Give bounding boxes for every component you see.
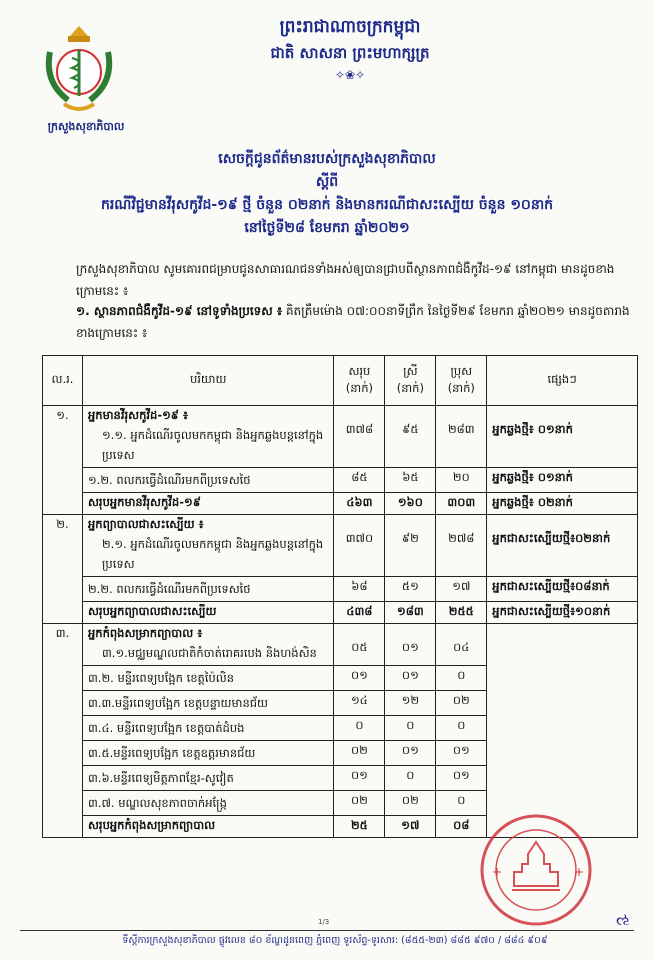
row-total: ៣៧៨ <box>334 406 385 468</box>
group-2-title: អ្នកព្យាបាលជាសះស្បើយ ៖ <box>87 517 204 531</box>
total-female: ១៨៣ <box>385 602 436 624</box>
ministry-name-label: ក្រសួងសុខាភិបាល <box>47 120 125 133</box>
svg-text:+: + <box>574 865 585 879</box>
group-1-number: ១. <box>43 406 83 515</box>
row-female: ៩២ <box>385 515 436 577</box>
title-line-3: ករណីវិជ្ជមានវីរុសកូវីដ-១៩ ថ្មី ចំនួន ០២នាក់ និងមានករណីជាសះស្បើយ ចំនួន ១០នាក់ <box>100 197 554 213</box>
row-total: ៣៧០ <box>334 515 385 577</box>
row-desc: ៣.៥.មន្ទីរពេទ្យបង្អែក ខេត្តឧត្តរមានជ័យ <box>82 741 333 766</box>
document-title <box>20 148 634 240</box>
row-remark: អ្នកឆ្លងថ្មី៖ ០១នាក់ <box>487 468 638 493</box>
row-desc: ១.២. ពលករធ្វើដំណើរមកពីប្រទេសថៃ <box>82 468 333 493</box>
section-1-heading: ១. ស្ថានភាពជំងឺកូវីដ-១៩ នៅទូទាំងប្រទេស ៖ <box>76 304 283 318</box>
title-line-2: ស្តីពី <box>315 174 339 190</box>
row-total: ០២ <box>334 741 385 766</box>
row-desc: ៣.៣.មន្ទីរពេទ្យបង្អែក ខេត្តបន្ទាយមានជ័យ <box>82 691 333 716</box>
row-male: ០ <box>436 716 487 741</box>
row-remark: អ្នកឆ្លងថ្មី៖ ០១នាក់ <box>487 406 638 468</box>
row-male: ០ <box>436 666 487 691</box>
row-male: ០១ <box>436 766 487 791</box>
signature-mark: ઌ <box>616 910 631 929</box>
row-total: ៦៨ <box>334 577 385 602</box>
section-1-paragraph <box>76 300 636 344</box>
row-male: ២៧៨ <box>436 515 487 577</box>
total-desc: សរុបអ្នកមានវីរុសកូវីដ-១៩ <box>82 493 333 515</box>
row-male: ០១ <box>436 741 487 766</box>
row-female: ៦៥ <box>385 468 436 493</box>
row-total: ០៥ <box>334 624 385 666</box>
row-remark: អ្នកជាសះស្បើយថ្មី៖០៨នាក់ <box>487 577 638 602</box>
row-remark: អ្នកជាសះស្បើយថ្មី៖០២នាក់ <box>487 515 638 577</box>
total-total: ២៥ <box>334 816 385 838</box>
row-total: ០១ <box>334 766 385 791</box>
national-motto: ជាតិ សាសនា ព្រះមហាក្សត្រ <box>270 44 430 62</box>
table-cell <box>82 406 333 468</box>
header-no: ល.រ. <box>43 356 83 406</box>
row-male: ០២ <box>436 691 487 716</box>
total-desc: សរុបអ្នកព្យាបាលជាសះស្បើយ <box>82 602 333 624</box>
table-row <box>43 515 638 577</box>
row-female: ៥១ <box>385 577 436 602</box>
group-1-title: អ្នកមានវីរុសកូវីដ-១៩ ៖ <box>87 408 188 422</box>
header-description: បរិយាយ <box>82 356 333 406</box>
total-remark: អ្នកឆ្លងថ្មី៖ ០២នាក់ <box>487 493 638 515</box>
page-number: 1/3 <box>318 918 330 926</box>
row-male: ០ <box>436 791 487 816</box>
total-female: ១៧ <box>385 816 436 838</box>
header-total: សរុប (នាក់) <box>334 356 385 406</box>
row-female: ០១ <box>385 666 436 691</box>
total-remark: អ្នកជាសះស្បើយថ្មី៖១០នាក់ <box>487 602 638 624</box>
row-desc: ៣.៧. មណ្ឌលសុខភាពចាក់អង្រ្កែ <box>82 791 333 816</box>
row-male: ២០ <box>436 468 487 493</box>
row-desc: ៣.៤. មន្ទីរពេទ្យបង្អែក ខេត្តបាត់ដំបង <box>82 716 333 741</box>
table-header-row <box>43 356 638 406</box>
total-total: ៤៦៣ <box>334 493 385 515</box>
row-desc: ៣.២. មន្ទីរពេទ្យបង្អែក ខេត្តប៉ៃលិន <box>82 666 333 691</box>
row-desc: ១.១. អ្នកដំណើរចូលមកកម្ពុជា និងអ្នកឆ្លងបន្តនៅក្នុងប្រទេស <box>101 428 324 462</box>
group-2-total-row <box>43 602 638 624</box>
covid-status-table <box>42 355 638 838</box>
total-male: ០៨ <box>436 816 487 838</box>
row-desc: ៣.៦.មន្ទីរពេទ្យមិត្តភាពខ្មែរ-សូវៀត <box>82 766 333 791</box>
total-male: ២៥៥ <box>436 602 487 624</box>
intro-paragraph: ក្រសួងសុខាភិបាល សូមគោរពជម្រាបជូនសាធារណជនទាំងអស់ឲ្យបានជ្រាបពីស្ថានភាពជំងឺកូវីដ-១៩ នៅកម្ពុជា មានដូចខាងក្រោមនេះ ៖ <box>76 262 615 298</box>
total-female: ១៦០ <box>385 493 436 515</box>
group-1-total-row <box>43 493 638 515</box>
table-row <box>43 468 638 493</box>
row-male: ០៤ <box>436 624 487 666</box>
footer-address: ទីស្តីការក្រសួងសុខាភិបាល ផ្លូវលេខ ៨០ ខ័ណ្ឌដូនពេញ ភ្នំពេញ ទូរស័ព្ទ-ទូរសារ: (៨៥៥-២៣) ៨៨៥ ៩៧០ / ៨៨៤ ៩០៩ <box>122 935 548 946</box>
footer-divider <box>20 930 634 931</box>
group-3-number: ៣. <box>43 624 83 838</box>
row-female: ០ <box>385 716 436 741</box>
row-desc: ២.១. អ្នកដំណើរចូលមកកម្ពុជា និងអ្នកឆ្លងបន្តនៅក្នុងប្រទេស <box>101 537 324 571</box>
table-row <box>43 406 638 468</box>
table-cell <box>82 515 333 577</box>
row-total: ០២ <box>334 791 385 816</box>
row-female: ០១ <box>385 741 436 766</box>
row-female: ០២ <box>385 791 436 816</box>
title-line-4: នៅថ្ងៃទី២៨ ខែមករា ឆ្នាំ២០២១ <box>244 220 410 236</box>
total-desc: សរុបអ្នកកំពុងសម្រាកព្យាបាល <box>82 816 333 838</box>
row-desc: ២.២. ពលករធ្វើដំណើរមកពីប្រទេសថៃ <box>82 577 333 602</box>
table-row <box>43 624 638 666</box>
ornament-divider: ✧❀✧ <box>334 68 366 82</box>
group-3-remark <box>487 624 638 838</box>
row-total: ០១ <box>334 666 385 691</box>
row-female: ១២ <box>385 691 436 716</box>
row-total: ០ <box>334 716 385 741</box>
row-male: ១៧ <box>436 577 487 602</box>
title-line-1: សេចក្តីជូនព័ត៌មានរបស់ក្រសួងសុខាភិបាល <box>218 151 436 167</box>
header-male: ប្រុស (នាក់) <box>436 356 487 406</box>
group-3-title: អ្នកកំពុងសម្រាកព្យាបាល ៖ <box>87 626 203 640</box>
ministry-logo-icon <box>38 22 120 114</box>
table-cell <box>82 624 333 666</box>
row-female: ០១ <box>385 624 436 666</box>
row-total: ៨៥ <box>334 468 385 493</box>
table-row <box>43 577 638 602</box>
row-male: ២៨៣ <box>436 406 487 468</box>
total-male: ៣០៣ <box>436 493 487 515</box>
total-total: ៤៣៨ <box>334 602 385 624</box>
official-stamp-icon <box>478 812 594 928</box>
row-female: ៩៥ <box>385 406 436 468</box>
section-1-text: គិតត្រឹមម៉ោង ០៧:០០នាទីព្រឹក នៃថ្ងៃទី២៩ ខែមករា ឆ្នាំ២០២១ មានដូចតារាងខាងក្រោមនេះ ៖ <box>76 304 630 340</box>
group-2-number: ២. <box>43 515 83 624</box>
header-remark: ផ្សេងៗ <box>487 356 638 406</box>
svg-text:+: + <box>492 865 503 879</box>
kingdom-heading: ព្រះរាជាណាចក្រកម្ពុជា <box>279 17 421 37</box>
header-female: ស្រី (នាក់) <box>385 356 436 406</box>
row-total: ១៤ <box>334 691 385 716</box>
row-desc: ៣.១.មជ្ឈមណ្ឌលជាតិកំចាត់រោគរបេង និងហង់សិន <box>101 646 317 660</box>
row-female: ០ <box>385 766 436 791</box>
